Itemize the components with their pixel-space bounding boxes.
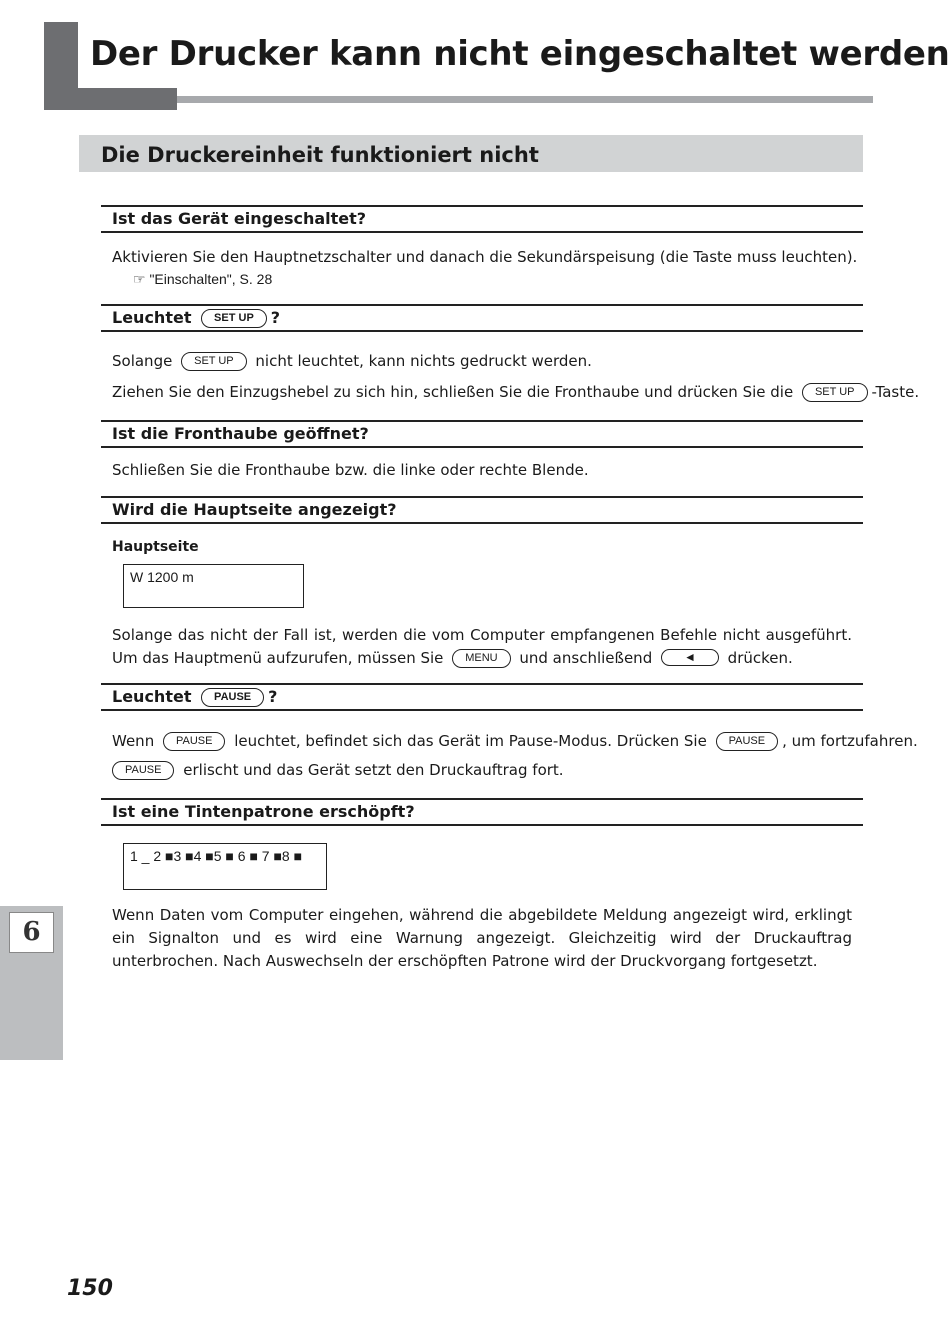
pause-key-icon: PAUSE: [716, 732, 778, 751]
text-part: und anschließend: [519, 649, 653, 667]
setup-key-icon: SET UP: [181, 352, 247, 371]
chapter-number: 6: [9, 912, 54, 953]
text-part: erlischt und das Gerät setzt den Druckauftrag fort.: [183, 761, 564, 779]
section-title: Die Druckereinheit funktioniert nicht: [101, 143, 539, 167]
question-heading-powered-on: [101, 205, 863, 233]
text-part: Ziehen Sie den Einzugshebel zu sich hin, schließen Sie die Fronthaube und drücken Sie die: [112, 383, 794, 401]
question-mark: ?: [270, 308, 281, 327]
left-arrow-key-icon: ◄: [661, 649, 719, 666]
text-part: Solange: [112, 352, 173, 370]
pause-key-icon: PAUSE: [112, 761, 174, 780]
question-title: Ist das Gerät eingeschaltet?: [112, 209, 367, 228]
pause-key-icon: PAUSE: [163, 732, 225, 751]
question-title-part: Leuchtet: [112, 687, 192, 706]
question-heading-main-page: [101, 496, 863, 524]
header-accent-block-lower: [44, 88, 177, 110]
page-title: Der Drucker kann nicht eingeschaltet werden: [90, 34, 950, 74]
answer-text: [112, 759, 564, 782]
lcd-text: W 1200 m: [130, 569, 194, 585]
text-part: -Taste.: [871, 383, 920, 401]
text-part: drücken.: [727, 649, 793, 667]
question-mark: ?: [268, 687, 278, 706]
text-part: nicht leuchtet, kann nichts gedruckt werden.: [255, 352, 592, 370]
sub-heading: Hauptseite: [112, 539, 199, 555]
answer-text: Aktivieren Sie den Hauptnetzschalter und danach die Sekundärspeisung (die Taste muss leuchten).: [112, 248, 858, 266]
page-number: 150: [67, 1276, 113, 1301]
answer-text: Schließen Sie die Fronthaube bzw. die linke oder rechte Blende.: [112, 461, 589, 479]
text-part: Wenn: [112, 732, 155, 750]
answer-text: [112, 350, 592, 373]
question-title: Ist eine Tintenpatrone erschöpft?: [112, 802, 415, 821]
reference-link[interactable]: ☞ "Einschalten", S. 28: [133, 271, 273, 287]
pause-key-icon: PAUSE: [201, 688, 264, 707]
setup-key-icon: SET UP: [802, 383, 868, 402]
question-title: Ist die Fronthaube geöffnet?: [112, 424, 369, 443]
question-title: [112, 687, 277, 707]
lcd-display: [123, 564, 304, 608]
question-title-part: Leuchtet: [112, 308, 192, 327]
answer-text: [112, 624, 852, 670]
question-title: Wird die Hauptseite angezeigt?: [112, 500, 397, 519]
answer-text: [112, 381, 919, 404]
question-heading-ink-empty: [101, 798, 863, 826]
answer-text: [112, 730, 918, 753]
question-title: [112, 308, 280, 328]
question-heading-pause-lit: [101, 683, 863, 711]
menu-key-icon: MENU: [452, 649, 510, 668]
question-heading-front-cover: [101, 420, 863, 448]
setup-key-icon: SET UP: [201, 309, 267, 328]
question-heading-setup-lit: [101, 304, 863, 332]
lcd-text: 1 _ 2 ■3 ■4 ■5 ■ 6 ■ 7 ■8 ■: [130, 848, 303, 864]
text-part: leuchtet, befindet sich das Gerät im Pause-Modus. Drücken Sie: [234, 732, 707, 750]
header-rule: [177, 96, 873, 103]
answer-text: Wenn Daten vom Computer eingehen, während die abgebildete Meldung angezeigt wird, erklingt ein Signalton und es wird eine Warnung angezeigt. Gleichzeitig wird der Druckauftrag unterbrochen. Nach Auswechseln der erschöpften Patrone wird der Druckvorgang fortgesetzt.: [112, 906, 852, 970]
text-part: Solange das nicht der Fall ist, werden die vom Computer empfangenen Befehle nicht ausgeführt. Um das Hauptmenü aufzurufen, müssen Sie: [112, 626, 852, 667]
text-part: , um fortzufahren.: [782, 732, 918, 750]
lcd-display-ink: [123, 843, 327, 890]
